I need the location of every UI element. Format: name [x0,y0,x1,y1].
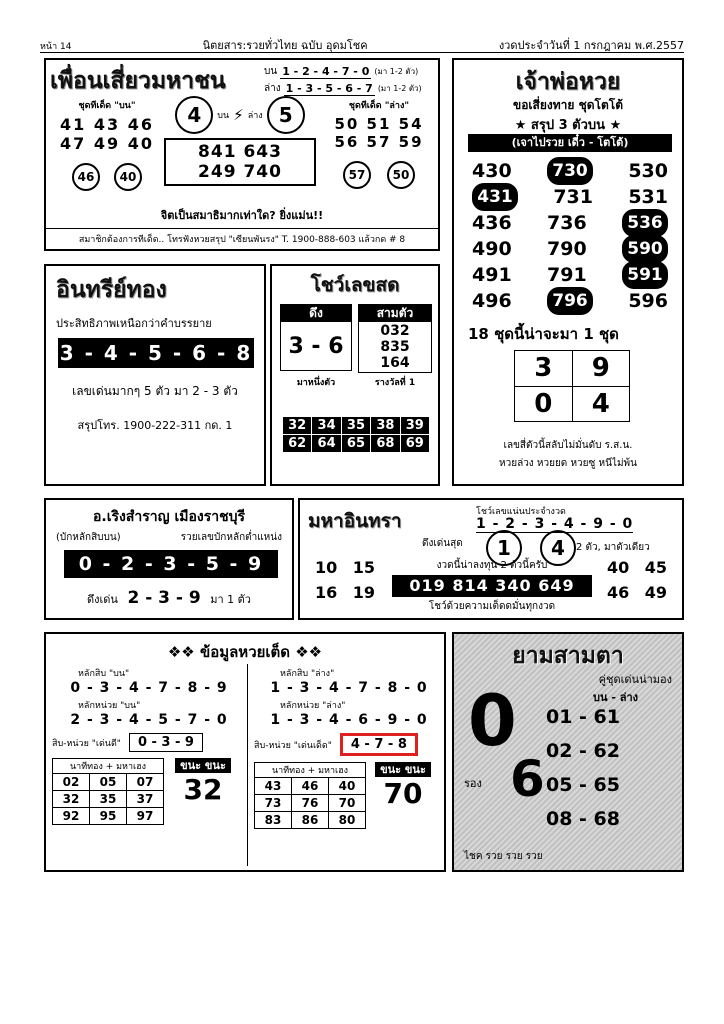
panel-g-left-r1-value: 0 - 3 - 4 - 7 - 8 - 9 [70,680,228,696]
cell: 43 [255,778,292,795]
cell: 05 [90,774,127,791]
panel-h-footer: ไชค รวย รวย รวย [464,851,543,862]
cell: 07 [127,774,164,791]
panel-friend-siao [44,58,440,251]
panel-a-bottom-numbers: 1 - 3 - 5 - 6 - 7 [285,81,373,95]
cell: 80 [329,812,366,829]
panel-f-mid-numbers: 019 814 340 649 [392,575,592,597]
panel-a-footer: สมาชิกต้องการทีเด็ด.. โทรฟังหวยสรุป "เซียนพันรง" T. 1900-888-603 แล้วกด # 8 [46,228,438,246]
table-row [602,558,672,577]
panel-a-slogan: จิตเป็นสมาธิมากเท่าใด? ยิ่งแม่น!! [160,209,324,222]
panel-d-band: (เจาไปรวย เดี๋ว - โตโต้) [468,134,672,152]
cell: 490 [472,238,512,260]
cell: 49 [644,583,668,602]
cell: 3 [515,351,573,387]
cell-circled: 796 [547,287,593,315]
panel-c-col2-note: รางวัลที่ 1 [374,378,416,388]
panel-a-bottom-label: ล่าง [264,83,281,94]
panel-show-lek-sod [270,264,440,486]
panel-g-left-r3-label: สิบ-หน่วย "เด่นดี" [52,738,121,749]
panel-roeng-samran [44,498,294,620]
panel-a-right-row-2: 56 57 59 [334,133,424,151]
panel-f-top-numbers: 1 - 2 - 3 - 4 - 9 - 0 [476,516,634,532]
lightning-icon: ⚡ [233,106,244,124]
header-divider [40,52,684,53]
panel-h-col-head: บน - ล่าง [592,691,638,704]
cell: 531 [628,186,668,208]
magazine-title: นิตยสาร:รวยทั่วไทย ฉบับ อุดมโชค [202,39,368,52]
table-row [472,184,668,210]
draw-date: งวดประจำวันที่ 1 กรกฎาคม พ.ศ.2557 [498,39,684,52]
cell-circled: 730 [547,157,593,185]
cell: 430 [472,160,512,182]
panel-c-col2-value-2: 835 [380,339,410,355]
panel-h-big-top: 0 [468,680,517,762]
panel-c-col2-value-3: 164 [380,355,410,371]
panel-f-top-label: โชว์เลขแน่นประจำงวด [476,507,566,517]
panel-f-big-note: 2 ตัว, มาตัวเดียว [576,542,650,553]
panel-a-mid-up-label: บน [217,111,230,121]
cell: 73 [255,795,292,812]
cell: 70 [329,795,366,812]
panel-f-mid-note: งวดนี้น่าลงทุน 2 ตัวนี้ครับ [436,560,548,571]
cell: 790 [547,238,587,260]
panel-e-numbers: 0 - 2 - 3 - 5 - 9 [64,550,278,578]
panel-d-quad-grid [514,350,630,422]
panel-d-sub1: ขอเสี่ยงทาย ชุดโตโต้ [513,98,623,112]
panel-a-mid-dn-label: ล่าง [247,111,263,121]
panel-a-left-row-1: 41 43 46 [60,115,154,134]
cell: 46 [292,778,329,795]
panel-b-subtitle: ประสิทธิภาพเหนือกว่าคำบรรยาย [56,317,212,330]
table-row [472,236,668,262]
panel-c-col2-value-1: 032 [380,323,410,339]
panel-g-right-table [254,777,366,829]
cell: 16 [314,583,338,602]
panel-b-note: เลขเด่นมากๆ 5 ตัว มา 2 - 3 ตัว [72,384,238,398]
table-row [472,158,668,184]
panel-h-pair-1: 01 - 61 [546,706,620,728]
panel-h-pair-4: 08 - 68 [546,808,620,830]
panel-a-left-head: ชุดทีเด็ด "บน" [78,101,136,111]
panel-f-mid-foot: โชว์ด้วยความเต็ดดมั่นทุกงวด [428,601,556,612]
panel-g-left-r3-value: 0 - 3 - 9 [129,733,203,752]
panel-e-sub-right: รวยเลขบักหลักต่ำแหน่ง [180,532,282,543]
cell: 731 [553,186,593,208]
panel-f-big-circle-1: 1 [486,530,522,566]
panel-g-right-r3-label: สิบ-หน่วย "เด่นเด็ด" [254,740,332,751]
cell: 736 [547,212,587,234]
panel-g-left-r2-label: หลักหน่วย "บน" [78,701,141,711]
table-row [472,210,668,236]
cell: 39 [400,417,429,435]
panel-g-right-r3-value: 4 - 7 - 8 [340,733,418,756]
table-row [472,262,668,288]
panel-g-right-table-head: นาทีทอง + มหาเฮง [254,762,366,777]
panel-g-left-r2-value: 2 - 3 - 4 - 5 - 7 - 0 [70,712,228,728]
cell: 86 [292,812,329,829]
panel-c-col1-note: มาหนึ่งตัว [296,378,336,388]
panel-a-left-row-2: 47 49 40 [60,134,154,153]
table-row [255,778,366,795]
table-row [53,774,164,791]
panel-a-mid-up-value: 4 [175,96,213,134]
cell: 530 [628,160,668,182]
cell: 92 [53,808,90,825]
panel-a-mid-pair-1: 841 643 [198,142,282,162]
cell: 38 [371,417,400,435]
panel-g-right-r1-label: หลักสิบ "ล่าง" [280,669,335,679]
panel-e-title: อ.เริงสำราญ เมืองราชบุรี [92,509,245,525]
cell: 19 [352,583,376,602]
cell: 35 [90,791,127,808]
cell: 65 [341,435,370,453]
panel-g-right-badge-value: 70 [383,777,423,810]
cell: 10 [314,558,338,577]
cell: 64 [312,435,341,453]
cell: 83 [255,812,292,829]
panel-huay-det-data [44,632,446,872]
panel-a-left-circle-1: 46 [72,163,100,191]
cell: 34 [312,417,341,435]
panel-g-right-badge-label: ขนะ ขนะ [375,762,431,777]
panel-a-bottom-note: (มา 1-2 ตัว) [377,84,422,93]
cell: 791 [547,264,587,286]
panel-maha-intra [298,498,684,620]
panel-g-right-r2-label: หลักหน่วย "ล่าง" [280,701,346,711]
panel-g-left-badge-label: ขนะ ขนะ [175,758,231,773]
cell-circled: 590 [622,235,668,263]
panel-c-col1-value: 3 - 6 [280,322,352,371]
panel-g-left-table-head: นาทีทอง + มหาเฮง [52,758,164,773]
cell: 37 [127,791,164,808]
panel-g-left-r1-label: หลักสิบ "บน" [78,669,130,679]
panel-yam-sam-ta [452,632,684,872]
cell-circled: 591 [622,261,668,289]
panel-g-divider [247,664,248,866]
cell: 95 [90,808,127,825]
panel-g-left-table [52,773,164,825]
table-row [255,795,366,812]
panel-a-top-label: บน [264,66,278,77]
panel-a-right-head: ชุดทีเด็ด "ล่าง" [348,101,410,111]
panel-c-col1-head: ดึง [280,304,352,322]
page-number-label: หน้า 14 [40,42,72,52]
cell: 35 [341,417,370,435]
panel-inthree-thong [44,264,266,486]
panel-b-footer: สรุปโทร. 1900-222-311 กด. 1 [77,419,233,432]
panel-d-sub2: ★ สรุป 3 ตัวบน ★ [514,118,622,133]
cell: 45 [644,558,668,577]
panel-d-claim: 18 ชุดนี้น่าจะมา 1 ชุด [468,325,619,343]
cell: 62 [283,435,312,453]
cell: 76 [292,795,329,812]
panel-c-bottom-grid [282,416,430,453]
cell: 40 [329,778,366,795]
panel-a-mid-pair-2: 249 740 [198,162,282,182]
cell: 46 [606,583,630,602]
panel-a-top-numbers: 1 - 2 - 4 - 7 - 0 [282,64,370,78]
table-row [283,435,430,453]
cell: 4 [572,386,630,422]
panel-h-pair-2: 02 - 62 [546,740,620,762]
panel-a-left-circle-2: 40 [114,163,142,191]
cell: 491 [472,264,512,286]
panel-d-title: เจ้าพ่อหวย [515,69,621,95]
panel-f-title: มหาอินทรา [308,510,402,532]
table-row [602,583,672,602]
cell: 0 [515,386,573,422]
cell: 496 [472,290,512,312]
table-row [310,583,380,602]
panel-h-big-bottom: 6 [510,750,545,808]
cell: 69 [400,435,429,453]
cell: 02 [53,774,90,791]
cell: 68 [371,435,400,453]
table-row [515,386,630,422]
panel-g-right-r2-value: 1 - 3 - 4 - 6 - 9 - 0 [270,712,428,728]
panel-a-mid-dn-value: 5 [267,96,305,134]
table-row [310,558,380,577]
panel-h-title: ยามสามตา [512,643,624,669]
table-row [515,351,630,387]
panel-e-pull-numbers: 2 - 3 - 9 [127,588,201,608]
cell: 15 [352,558,376,577]
panel-a-top-note: (มา 1-2 ตัว) [374,67,419,76]
panel-h-pair-3: 05 - 65 [546,774,620,796]
table-row [53,791,164,808]
panel-c-col2-head: สามตัว [358,304,432,322]
panel-a-right-circle-1: 57 [343,161,371,189]
panel-d-footer-2: หวยล่วง หวยยด หวยซู หนีไม่พ้น [499,458,637,469]
panel-g-right-r1-value: 1 - 3 - 4 - 7 - 8 - 0 [270,680,428,696]
panel-e-pull-note: มา 1 ตัว [210,593,251,606]
panel-h-sub: คู่ชุดเด่นน่ามอง [598,673,672,686]
cell: 596 [628,290,668,312]
panel-a-right-circle-2: 50 [387,161,415,189]
panel-a-right-row-1: 50 51 54 [334,115,424,133]
table-row [255,812,366,829]
table-row [283,417,430,435]
panel-f-big-circle-2: 4 [540,530,576,566]
panel-e-sub-left: (บักหลักสิบบน) [56,532,121,543]
panel-h-rong-label: รอง [464,777,482,790]
cell: 32 [53,791,90,808]
panel-g-title: ❖❖ ข้อมูลหวยเต็ด ❖❖ [167,643,323,661]
cell: 436 [472,212,512,234]
panel-d-footer-1: เลขสี่ตัวนี้สลับไม่มั่นดับ ร.ส.น. [503,440,633,451]
panel-a-title: เพื่อนเสี่ยวมหาชน [50,68,226,94]
table-row [53,808,164,825]
table-row [472,288,668,314]
cell: 97 [127,808,164,825]
cell: 40 [606,558,630,577]
cell-circled: 431 [472,183,518,211]
panel-c-title: โชว์เลขสด [310,274,400,296]
panel-g-left-badge-value: 32 [183,773,223,806]
panel-f-pull-label: ดึงเด่นสุด [422,538,463,549]
panel-b-main-numbers: 3 - 4 - 5 - 6 - 8 [58,338,254,368]
panel-b-title: อินทรีย์ทอง [56,277,167,303]
cell: 32 [283,417,312,435]
panel-jao-pho-huay [452,58,684,486]
panel-e-pull-label: ดึงเด่น [87,593,118,606]
cell-circled: 536 [622,209,668,237]
cell: 9 [572,351,630,387]
